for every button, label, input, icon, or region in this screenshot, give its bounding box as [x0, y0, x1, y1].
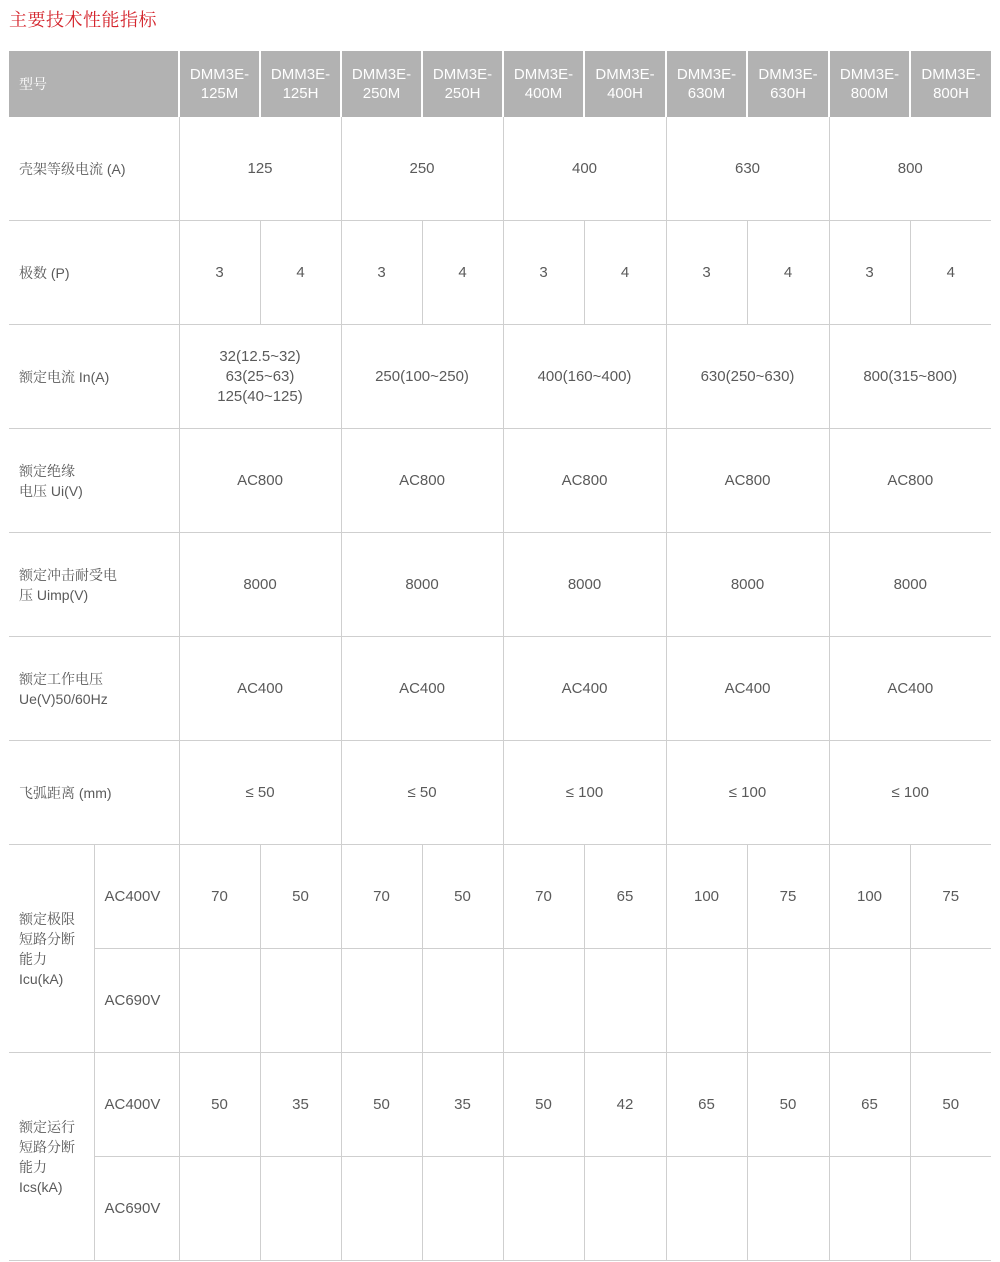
value-cell: 35	[260, 1053, 341, 1157]
value-cell: ≤ 100	[666, 741, 829, 845]
row-label: 额定电流 In(A)	[9, 325, 179, 429]
value-cell: 70	[503, 845, 584, 949]
voltage-label: AC690V	[94, 1157, 179, 1261]
voltage-label: AC690V	[94, 949, 179, 1053]
value-cell: 4	[422, 221, 503, 325]
value-cell: 8000	[341, 533, 503, 637]
value-cell: AC800	[666, 429, 829, 533]
row-frame-current	[9, 117, 991, 221]
value-cell: AC800	[341, 429, 503, 533]
value-cell	[910, 949, 991, 1053]
value-cell: 50	[341, 1053, 422, 1157]
value-cell: ≤ 50	[341, 741, 503, 845]
value-cell: 75	[910, 845, 991, 949]
row-arc-distance	[9, 741, 991, 845]
value-cell	[829, 949, 910, 1053]
voltage-label: AC400V	[94, 1053, 179, 1157]
model-cell: DMM3E- 400H	[584, 51, 666, 117]
row-working-voltage	[9, 637, 991, 741]
model-cell: DMM3E- 125H	[260, 51, 341, 117]
value-cell: 250	[341, 117, 503, 221]
model-cell: DMM3E- 630H	[747, 51, 829, 117]
value-cell: 3	[179, 221, 260, 325]
model-cell: DMM3E- 800H	[910, 51, 991, 117]
value-cell: 70	[179, 845, 260, 949]
value-cell: 35	[422, 1053, 503, 1157]
value-cell: 50	[747, 1053, 829, 1157]
value-cell: 250(100~250)	[341, 325, 503, 429]
value-cell: 100	[666, 845, 747, 949]
value-cell: AC400	[341, 637, 503, 741]
row-label: 额定工作电压 Ue(V)50/60Hz	[9, 637, 179, 741]
value-cell: ≤ 100	[829, 741, 991, 845]
value-cell	[584, 1157, 666, 1261]
value-cell: 50	[422, 845, 503, 949]
value-cell: 3	[341, 221, 422, 325]
value-cell: 4	[747, 221, 829, 325]
spec-table	[9, 51, 991, 1261]
value-cell: 50	[503, 1053, 584, 1157]
value-cell: 4	[260, 221, 341, 325]
value-cell: 75	[747, 845, 829, 949]
voltage-label: AC400V	[94, 845, 179, 949]
row-rated-current	[9, 325, 991, 429]
value-cell: 3	[503, 221, 584, 325]
row-label: 额定冲击耐受电 压 Uimp(V)	[9, 533, 179, 637]
value-cell	[747, 949, 829, 1053]
value-cell: 3	[829, 221, 910, 325]
value-cell	[503, 949, 584, 1053]
value-cell: 800	[829, 117, 991, 221]
value-cell: 8000	[829, 533, 991, 637]
value-cell: 50	[910, 1053, 991, 1157]
value-cell: 8000	[503, 533, 666, 637]
row-icu-ac400	[9, 845, 991, 949]
page-title: 主要技术性能指标	[9, 10, 157, 31]
value-cell: 32(12.5~32) 63(25~63) 125(40~125)	[179, 325, 341, 429]
row-ics-ac690	[9, 1157, 991, 1261]
model-cell: DMM3E- 250H	[422, 51, 503, 117]
value-cell	[260, 949, 341, 1053]
value-cell: 8000	[179, 533, 341, 637]
row-insulation-voltage	[9, 429, 991, 533]
value-cell: 400(160~400)	[503, 325, 666, 429]
model-cell: DMM3E- 800M	[829, 51, 910, 117]
value-cell: ≤ 50	[179, 741, 341, 845]
model-cell: DMM3E- 400M	[503, 51, 584, 117]
row-impulse-voltage	[9, 533, 991, 637]
row-group-label: 额定极限 短路分断 能力 Icu(kA)	[9, 845, 94, 1053]
header-row	[9, 51, 991, 117]
row-label: 额定绝缘 电压 Ui(V)	[9, 429, 179, 533]
value-cell	[341, 949, 422, 1053]
value-cell	[666, 949, 747, 1053]
value-cell: 100	[829, 845, 910, 949]
value-cell	[422, 1157, 503, 1261]
value-cell: AC800	[829, 429, 991, 533]
value-cell	[179, 1157, 260, 1261]
value-cell	[584, 949, 666, 1053]
value-cell: 70	[341, 845, 422, 949]
value-cell: 65	[829, 1053, 910, 1157]
value-cell: 3	[666, 221, 747, 325]
value-cell: AC400	[503, 637, 666, 741]
value-cell: 4	[910, 221, 991, 325]
row-ics-ac400	[9, 1053, 991, 1157]
value-cell	[829, 1157, 910, 1261]
value-cell	[910, 1157, 991, 1261]
value-cell: AC800	[503, 429, 666, 533]
value-cell: 50	[260, 845, 341, 949]
value-cell	[747, 1157, 829, 1261]
model-cell: DMM3E- 250M	[341, 51, 422, 117]
value-cell: 50	[179, 1053, 260, 1157]
model-cell: DMM3E- 125M	[179, 51, 260, 117]
value-cell: AC400	[829, 637, 991, 741]
value-cell: 630	[666, 117, 829, 221]
model-cell: DMM3E- 630M	[666, 51, 747, 117]
model-label: 型号	[9, 51, 179, 117]
value-cell	[341, 1157, 422, 1261]
value-cell	[666, 1157, 747, 1261]
row-poles	[9, 221, 991, 325]
value-cell: 8000	[666, 533, 829, 637]
row-icu-ac690	[9, 949, 991, 1053]
row-label: 极数 (P)	[9, 221, 179, 325]
row-group-label: 额定运行 短路分断 能力 Ics(kA)	[9, 1053, 94, 1261]
value-cell	[422, 949, 503, 1053]
row-label: 壳架等级电流 (A)	[9, 117, 179, 221]
value-cell: 125	[179, 117, 341, 221]
value-cell: 630(250~630)	[666, 325, 829, 429]
value-cell: 800(315~800)	[829, 325, 991, 429]
value-cell: 65	[584, 845, 666, 949]
value-cell: 4	[584, 221, 666, 325]
value-cell: 42	[584, 1053, 666, 1157]
value-cell: AC400	[666, 637, 829, 741]
value-cell: AC800	[179, 429, 341, 533]
value-cell	[179, 949, 260, 1053]
value-cell	[260, 1157, 341, 1261]
value-cell	[503, 1157, 584, 1261]
value-cell: AC400	[179, 637, 341, 741]
value-cell: ≤ 100	[503, 741, 666, 845]
row-label: 飞弧距离 (mm)	[9, 741, 179, 845]
value-cell: 400	[503, 117, 666, 221]
value-cell: 65	[666, 1053, 747, 1157]
